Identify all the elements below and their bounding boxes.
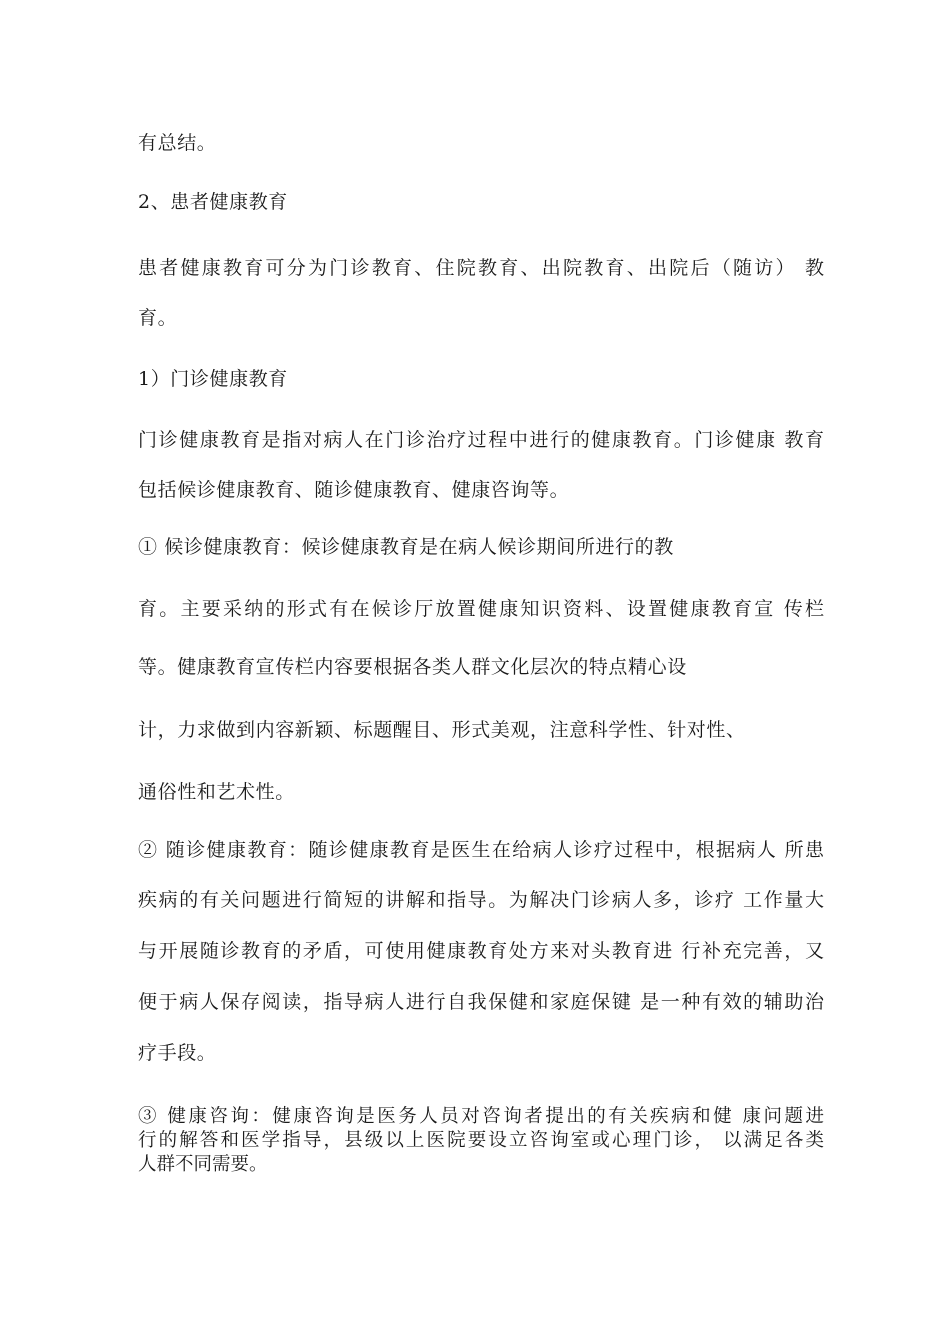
text-line-15: 与开展随诊教育的矛盾，可使用健康教育处方来对头教育进 行补充完善，又: [138, 940, 824, 962]
text-line-18: ③ 健康咨询：健康咨询是医务人员对咨询者提出的有关疾病和健 康问题进: [138, 1106, 824, 1127]
text-line-4: 育。: [138, 307, 178, 329]
text-line-12: 通俗性和艺术性。: [138, 781, 295, 803]
text-line-7: 包括候诊健康教育、随诊健康教育、健康咨询等。: [138, 479, 570, 501]
text-line-11: 计，力求做到内容新颖、标题醒目、形式美观，注意科学性、针对性、: [138, 719, 746, 741]
text-line-19: 行的解答和医学指导，县级以上医院要设立咨询室或心理门诊， 以满足各类: [138, 1130, 824, 1151]
text-line-16: 便于病人保存阅读，指导病人进行自我保健和家庭保键 是一种有效的辅助治: [138, 991, 824, 1013]
text-line-20: 人群不同需要。: [138, 1154, 268, 1175]
subsection-heading-outpatient: 1）门诊健康教育: [138, 368, 288, 390]
text-line-3: 患者健康教育可分为门诊教育、住院教育、出院教育、出院后（随访） 教: [138, 257, 824, 279]
text-line-9: 育。主要采纳的形式有在候诊厅放置健康知识资料、设置健康教育宣 传栏: [138, 598, 824, 620]
text-line-10: 等。健康教育宣传栏内容要根据各类人群文化层次的特点精心设: [138, 656, 687, 678]
section-heading-patient-education: 2、患者健康教育: [138, 191, 288, 213]
text-line-14: 疾病的有关问题进行简短的讲解和指导。为解决门诊病人多，诊疗 工作量大: [138, 889, 824, 911]
text-line-13: ② 随诊健康教育：随诊健康教育是医生在给病人诊疗过程中，根据病人 所患: [138, 839, 824, 861]
text-line-17: 疗手段。: [138, 1042, 217, 1064]
text-line-6: 门诊健康教育是指对病人在门诊治疗过程中进行的健康教育。门诊健康 教育: [138, 429, 824, 451]
text-line-1: 有总结。: [138, 132, 217, 154]
text-line-8: ① 候诊健康教育：候诊健康教育是在病人候诊期间所进行的教: [138, 536, 674, 558]
